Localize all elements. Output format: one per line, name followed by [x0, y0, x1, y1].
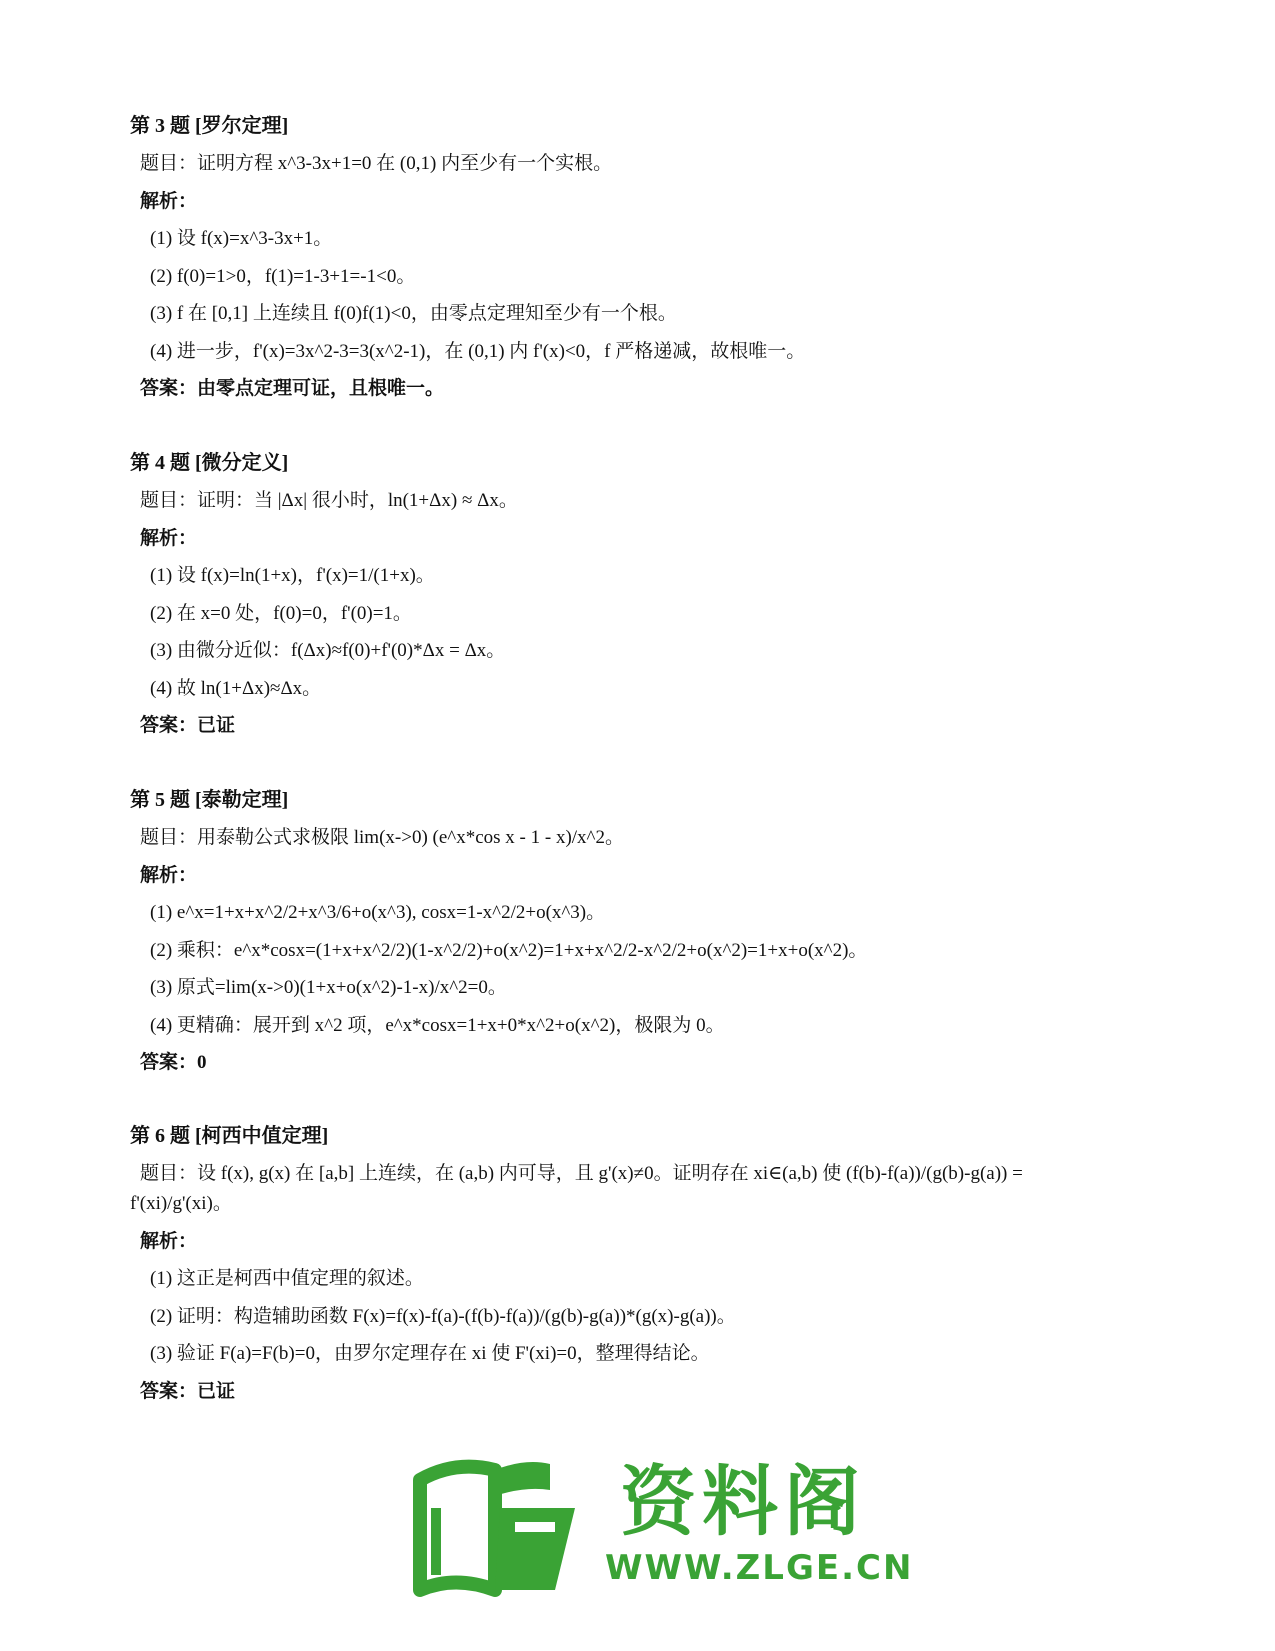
analysis-step: (1) 设 f(x)=ln(1+x)，f'(x)=1/(1+x)。	[150, 565, 435, 586]
analysis-step: (4) 更精确：展开到 x^2 项，e^x*cosx=1+x+0*x^2+o(x^2)，极限为 0。	[150, 1015, 725, 1036]
problem-statement: 题目：证明方程 x^3-3x+1=0 在 (0,1) 内至少有一个实根。	[140, 153, 613, 174]
analysis-step: (2) 证明：构造辅助函数 F(x)=f(x)-f(a)-(f(b)-f(a))/(g(b)-g(a))*(g(x)-g(a))。	[150, 1306, 736, 1327]
analysis-label: 解析：	[140, 1231, 198, 1252]
analysis-label: 解析：	[140, 191, 198, 212]
analysis-step: (2) 乘积：e^x*cosx=(1+x+x^2/2)(1-x^2/2)+o(x^2)=1+x+x^2/2-x^2/2+o(x^2)=1+x+o(x^2)。	[150, 940, 868, 961]
problem-statement: 题目：证明：当 |Δx| 很小时，ln(1+Δx) ≈ Δx。	[140, 490, 518, 511]
watermark-name: 资料阁	[620, 1457, 866, 1546]
problem-title: 第 4 题 [微分定义]	[130, 452, 289, 474]
watermark	[400, 1450, 914, 1600]
analysis-step: (3) f 在 [0,1] 上连续且 f(0)f(1)<0，由零点定理知至少有一个根。	[150, 303, 677, 324]
analysis-label: 解析：	[140, 865, 198, 886]
problem-title: 第 3 题 [罗尔定理]	[130, 115, 289, 137]
analysis-step: (3) 由微分近似：f(Δx)≈f(0)+f'(0)*Δx = Δx。	[150, 640, 506, 661]
analysis-step: (3) 验证 F(a)=F(b)=0，由罗尔定理存在 xi 使 F'(xi)=0，整理得结论。	[150, 1343, 710, 1364]
analysis-step: (4) 进一步，f'(x)=3x^2-3=3(x^2-1)，在 (0,1) 内 f'(x)<0，f 严格递减，故根唯一。	[150, 341, 806, 362]
problem-title: 第 5 题 [泰勒定理]	[130, 789, 289, 811]
analysis-step: (1) e^x=1+x+x^2/2+x^3/6+o(x^3), cosx=1-x^2/2+o(x^3)。	[150, 902, 606, 923]
answer: 答案：由零点定理可证，且根唯一。	[140, 378, 445, 399]
answer: 答案：0	[140, 1052, 207, 1073]
open-book-folder-logo-icon	[400, 1450, 600, 1600]
analysis-step: (2) f(0)=1>0，f(1)=1-3+1=-1<0。	[150, 266, 416, 287]
analysis-step: (4) 故 ln(1+Δx)≈Δx。	[150, 678, 322, 699]
analysis-step: (1) 设 f(x)=x^3-3x+1。	[150, 228, 333, 249]
analysis-step: (3) 原式=lim(x->0)(1+x+o(x^2)-1-x)/x^2=0。	[150, 977, 507, 998]
problem-title: 第 6 题 [柯西中值定理]	[130, 1125, 329, 1147]
analysis-label: 解析：	[140, 528, 198, 549]
problem-statement: 题目：用泰勒公式求极限 lim(x->0) (e^x*cos x - 1 - x)/x^2。	[140, 827, 624, 848]
answer: 答案：已证	[140, 715, 236, 736]
analysis-step: (2) 在 x=0 处，f(0)=0，f'(0)=1。	[150, 603, 412, 624]
problem-statement-continued: f'(xi)/g'(xi)。	[130, 1193, 232, 1214]
answer: 答案：已证	[140, 1381, 236, 1402]
problem-statement: 题目：设 f(x), g(x) 在 [a,b] 上连续，在 (a,b) 内可导，且 g'(x)≠0。证明存在 xi∈(a,b) 使 (f(b)-f(a))/(g(b)-g(a)) =	[140, 1163, 1023, 1184]
analysis-step: (1) 这正是柯西中值定理的叙述。	[150, 1268, 424, 1289]
watermark-url: WWW.ZLGE.CN	[605, 1548, 914, 1588]
